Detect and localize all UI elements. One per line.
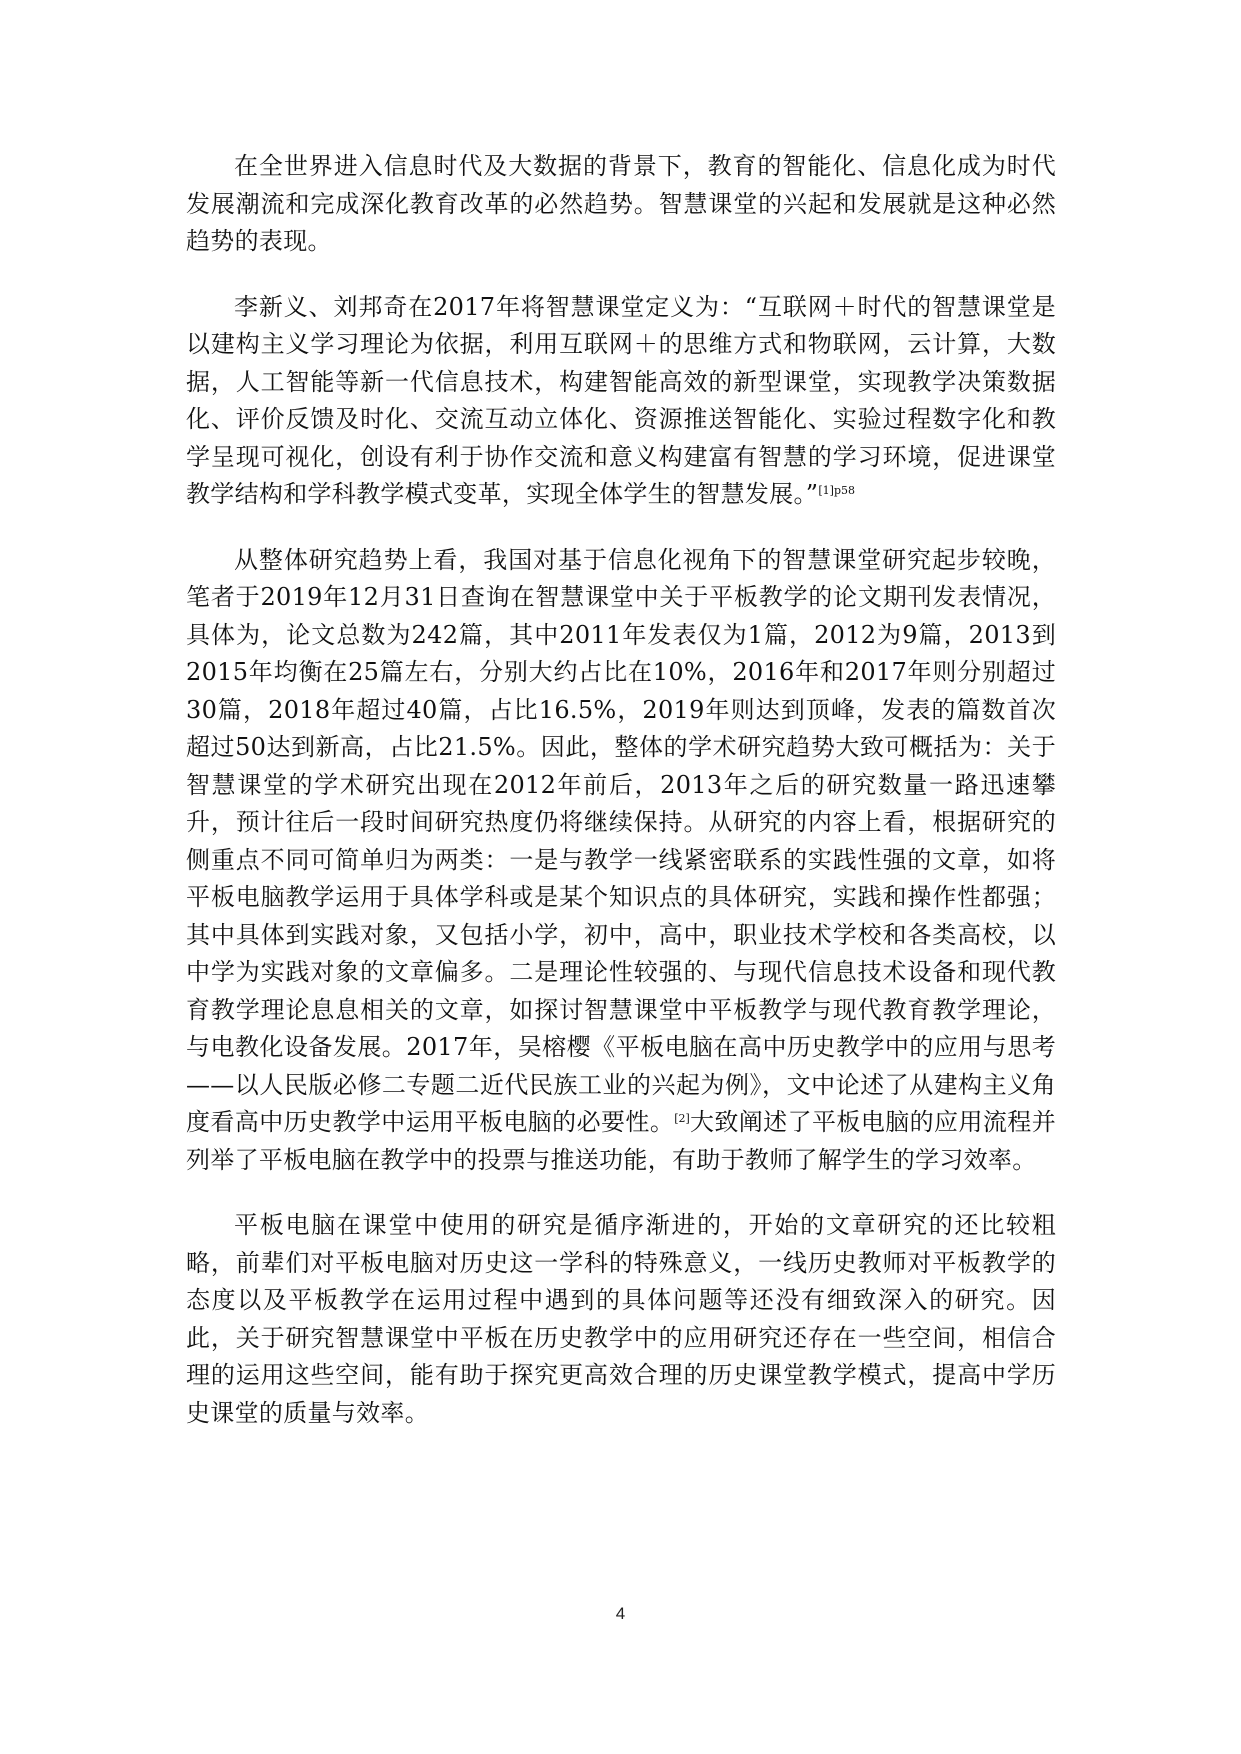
paragraph-text: 从整体研究趋势上看，我国对基于信息化视角下的智慧课堂研究起步较晚，笔者于2019年12月31日查询在智慧课堂中关于平板教学的论文期刊发表情况，具体为，论文总数为242篇，其中2011年发表仅为1篇，2012为9篇，2013到2015年均衡在25篇左右，分别大约占比在10%，2016年和2017年则分别超过30篇，2018年超过40篇，占比16.5%，2019年则达到顶峰，发表的篇数首次超过50达到新高，占比21.5%。因此，整体的学术研究趋势大致可概括为：关于智慧课堂的学术研究出现在2012年前后，2013年之后的研究数量一路迅速攀升，预计往后一段时间研究热度仍将继续保持。从研究的内容上看，根据研究的侧重点不同可简单归为两类：一是与教学一线紧密联系的实践性强的文章，如将平板电脑教学运用于具体学科或是某个知识点的具体研究，实践和操作性都强；其中具体到实践对象，又包括小学，初中，高中，职业技术学校和各类高校，以中学为实践对象的文章偏多。二是理论性较强的、与现代信息技术设备和现代教育教学理论息息相关的文章，如探讨智慧课堂中平板教学与现代教育教学理论，与电教化设备发展。2017年，吴榕樱《平板电脑在高中历史教学中的应用与思考——以人民版必修二专题二近代民族工业的兴起为例》，文中论述了从建构主义角度看高中历史教学中运用平板电脑的必要性。: [186, 545, 1056, 1136]
citation-marker: [2]: [674, 1112, 690, 1125]
paragraph-research-trend: [186, 542, 1056, 1180]
page-number: 4: [615, 1604, 626, 1623]
paragraph-definition: [186, 289, 1056, 514]
paragraph-text-tail: 大致阐述了平板电脑的应用流程并列举了平板电脑在教学中的投票与推送功能，有助于教师了解学生的学习效率。: [186, 1108, 1057, 1174]
paragraph-research-gap: [186, 1207, 1056, 1432]
paragraph-text: 李新义、刘邦奇在2017年将智慧课堂定义为：“互联网＋时代的智慧课堂是以建构主义学习理论为依据，利用互联网＋的思维方式和物联网，云计算，大数据，人工智能等新一代信息技术，构建智能高效的新型课堂，实现教学决策数据化、评价反馈及时化、交流互动立体化、资源推送智能化、实验过程数字化和教学呈现可视化，创设有利于协作交流和意义构建富有智慧的学习环境，促进课堂教学结构和学科教学模式变革，实现全体学生的智慧发展。”: [186, 292, 1056, 508]
citation-marker: [1]p58: [818, 484, 855, 497]
document-body: [186, 148, 1056, 1460]
paragraph-text: 平板电脑在课堂中使用的研究是循序渐进的，开始的文章研究的还比较粗略，前辈们对平板电脑对历史这一学科的特殊意义，一线历史教师对平板教学的态度以及平板教学在运用过程中遇到的具体问题等还没有细致深入的研究。因此，关于研究智慧课堂中平板在历史教学中的应用研究还存在一些空间，相信合理的运用这些空间，能有助于探究更高效合理的历史课堂教学模式，提高中学历史课堂的质量与效率。: [186, 1211, 1056, 1427]
paragraph-intro: [186, 148, 1056, 261]
paragraph-text: 在全世界进入信息时代及大数据的背景下，教育的智能化、信息化成为时代发展潮流和完成深化教育改革的必然趋势。智慧课堂的兴起和发展就是这种必然趋势的表现。: [186, 152, 1056, 255]
